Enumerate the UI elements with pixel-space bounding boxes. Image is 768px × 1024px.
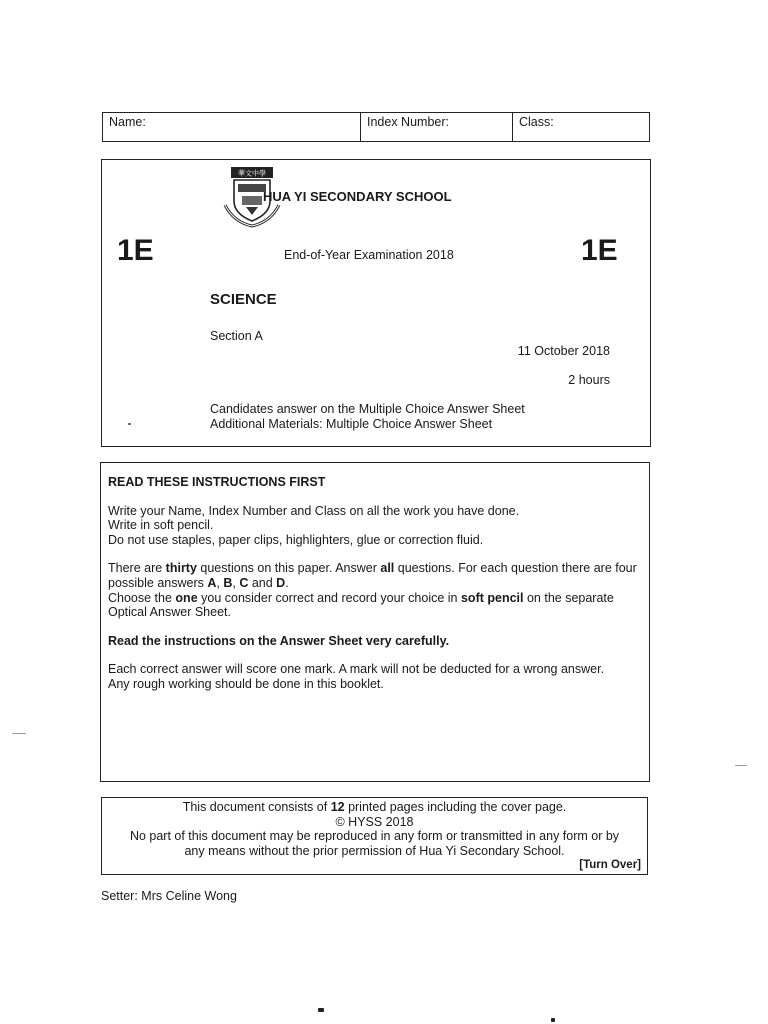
section-label: Section A	[210, 329, 263, 343]
reproduction-notice-line: any means without the prior permission of Hua Yi Secondary School.	[184, 843, 565, 858]
instructions-paragraph-marking	[108, 662, 642, 691]
crest-banner-text: 華文中學	[238, 169, 266, 178]
scan-speck	[551, 1018, 555, 1022]
exam-date: 11 October 2018	[517, 344, 610, 358]
candidate-details-table	[102, 112, 650, 142]
index-number-field[interactable]	[361, 113, 513, 141]
cover-info-box	[101, 159, 651, 447]
instruction-line: Write in soft pencil.	[108, 518, 214, 533]
level-code-right: 1E	[581, 234, 618, 267]
index-number-label: Index Number:	[367, 115, 449, 129]
instructions-heading: READ THESE INSTRUCTIONS FIRST	[108, 475, 326, 489]
name-label: Name:	[109, 115, 146, 129]
scan-speck	[318, 1008, 324, 1012]
class-label: Class:	[519, 115, 554, 129]
class-field[interactable]	[513, 113, 649, 141]
level-code-left: 1E	[117, 234, 154, 267]
page-count-line: This document consists of 12 printed pages including the cover page.	[182, 800, 567, 814]
instruction-line: Write your Name, Index Number and Class on all the work you have done.	[108, 503, 520, 518]
materials-line: Additional Materials: Multiple Choice Answer Sheet	[210, 417, 493, 431]
instructions-paragraph-choose: Choose the one you consider correct and record your choice in soft pencil on the separate Optical Answer Sheet.	[108, 590, 614, 620]
exam-title: End-of-Year Examination 2018	[284, 248, 454, 262]
instruction-line: Each correct answer will score one mark. A mark will not be deducted for a wrong answer.	[108, 662, 605, 677]
subject-title: SCIENCE	[210, 291, 277, 308]
reproduction-notice-line: No part of this document may be reproduced in any form or transmitted in any form or by	[129, 829, 620, 843]
copyright-line: © HYSS 2018	[335, 814, 414, 829]
exam-duration: 2 hours	[568, 373, 610, 387]
answer-materials-note	[210, 402, 525, 432]
candidates-line: Candidates answer on the Multiple Choice Answer Sheet	[210, 402, 525, 416]
copyright-footer-box	[101, 797, 648, 875]
turn-over-label: [Turn Over]	[579, 858, 641, 871]
instruction-line: Do not use staples, paper clips, highlighters, glue or correction fluid.	[108, 532, 484, 547]
instructions-box	[100, 462, 650, 782]
scan-speck	[12, 733, 26, 734]
setter-credit: Setter: Mrs Celine Wong	[101, 889, 237, 903]
instructions-answer-sheet-note: Read the instructions on the Answer Sheet very carefully.	[108, 633, 450, 648]
school-name: HUA YI SECONDARY SCHOOL	[263, 189, 452, 204]
name-field[interactable]	[103, 113, 361, 141]
scan-speck	[735, 765, 747, 766]
instructions-paragraph-questions: There are thirty questions on this paper. Answer all questions. For each question there are four possible answers A, B, C and D.	[108, 561, 637, 590]
instructions-paragraph-general	[108, 504, 642, 548]
instruction-line: Any rough working should be done in this booklet.	[108, 676, 384, 691]
scan-speck	[128, 423, 131, 425]
